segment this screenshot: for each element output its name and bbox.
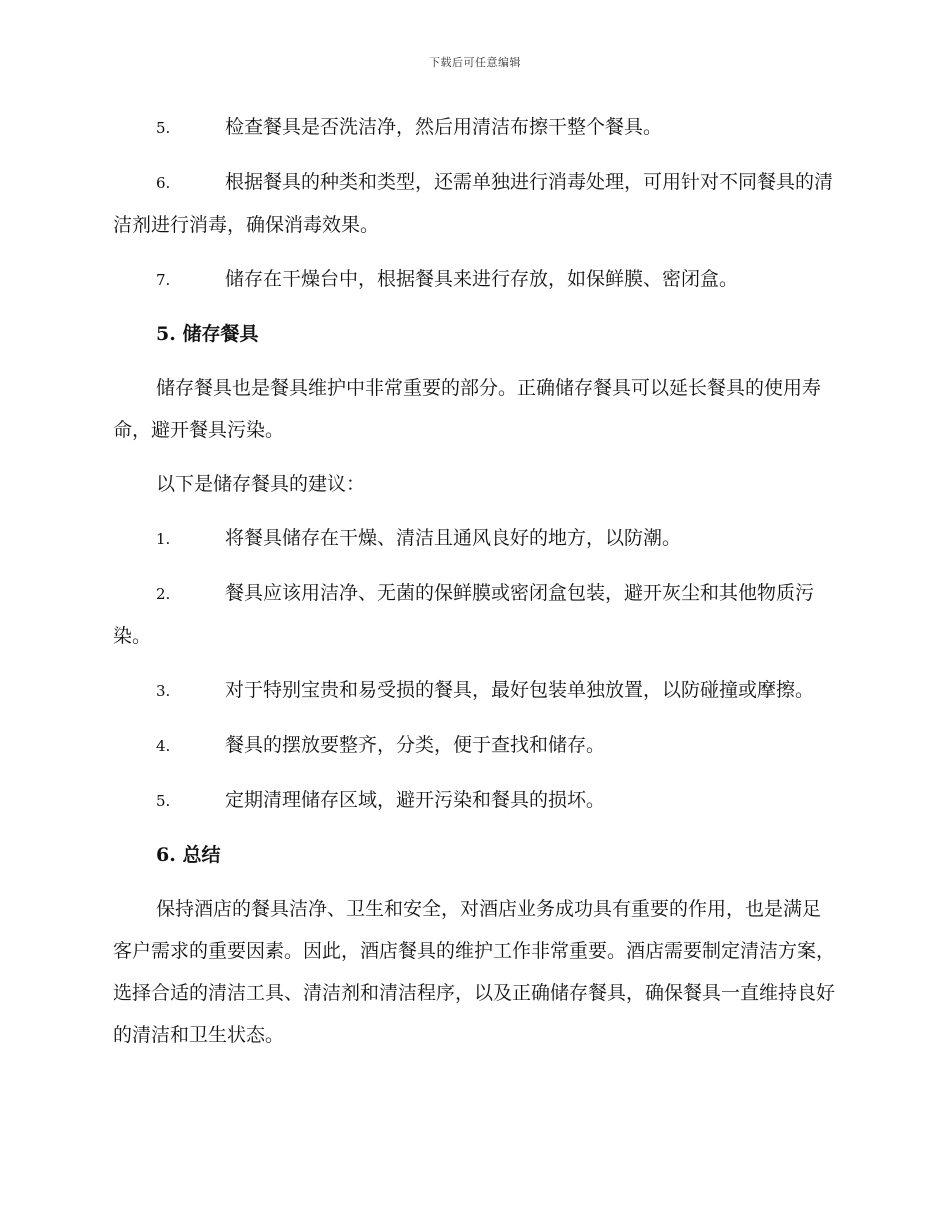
section-heading-storage: 5. 储存餐具: [156, 323, 259, 345]
list-item: [113, 669, 835, 712]
list-number: 3.: [156, 682, 171, 700]
section-heading-summary: 6. 总结: [156, 844, 221, 866]
list-number: 4.: [156, 737, 171, 755]
list-item: [113, 161, 835, 246]
list-text: 储存在干燥台中，根据餐具来进行存放，如保鲜膜、密闭盒。: [225, 268, 739, 290]
list-item: [113, 779, 835, 822]
list-text: 根据餐具的种类和类型，还需单独进行消毒处理，可用针对不同餐具的清洁剂进行消毒，确保消毒效果。: [113, 171, 834, 236]
document-body: [113, 106, 835, 1068]
list-text: 定期清理储存区域，避开污染和餐具的损坏。: [225, 789, 606, 811]
paragraph-summary: 保持酒店的餐具洁净、卫生和安全，对酒店业务成功具有重要的作用，也是满足客户需求的重要因素。因此，酒店餐具的维护工作非常重要。酒店需要制定清洁方案，选择合适的清洁工具、清洁剂和清洁程序，以及正确储存餐具，确保餐具一直维持良好的清洁和卫生状态。: [113, 898, 836, 1046]
list-text: 餐具的摆放要整齐，分类，便于查找和储存。: [225, 734, 606, 756]
list-text: 将餐具储存在干燥、清洁且通风良好的地方，以防潮。: [225, 527, 682, 549]
list-number: 1.: [156, 530, 171, 548]
list-item: [113, 517, 835, 560]
list-item: [113, 572, 835, 657]
header-note: 下载后可任意编辑: [429, 56, 521, 69]
list-item: [113, 258, 835, 301]
list-text: 餐具应该用洁净、无菌的保鲜膜或密闭盒包装，避开灰尘和其他物质污染。: [113, 582, 815, 647]
list-number: 5.: [156, 792, 171, 810]
list-item: [113, 106, 835, 149]
list-number: 5.: [156, 119, 171, 137]
paragraph-storage-lead: 以下是储存餐具的建议：: [156, 473, 366, 495]
list-text: 检查餐具是否洗洁净，然后用清洁布擦干整个餐具。: [225, 116, 663, 138]
list-number: 7.: [156, 271, 171, 289]
list-number: 2.: [156, 585, 171, 603]
list-number: 6.: [156, 174, 171, 192]
list-text: 对于特别宝贵和易受损的餐具，最好包装单独放置，以防碰撞或摩擦。: [225, 679, 815, 701]
list-item: [113, 724, 835, 767]
paragraph-storage-intro: 储存餐具也是餐具维护中非常重要的部分。正确储存餐具可以延长餐具的使用寿命，避开餐具污染。: [113, 377, 822, 441]
